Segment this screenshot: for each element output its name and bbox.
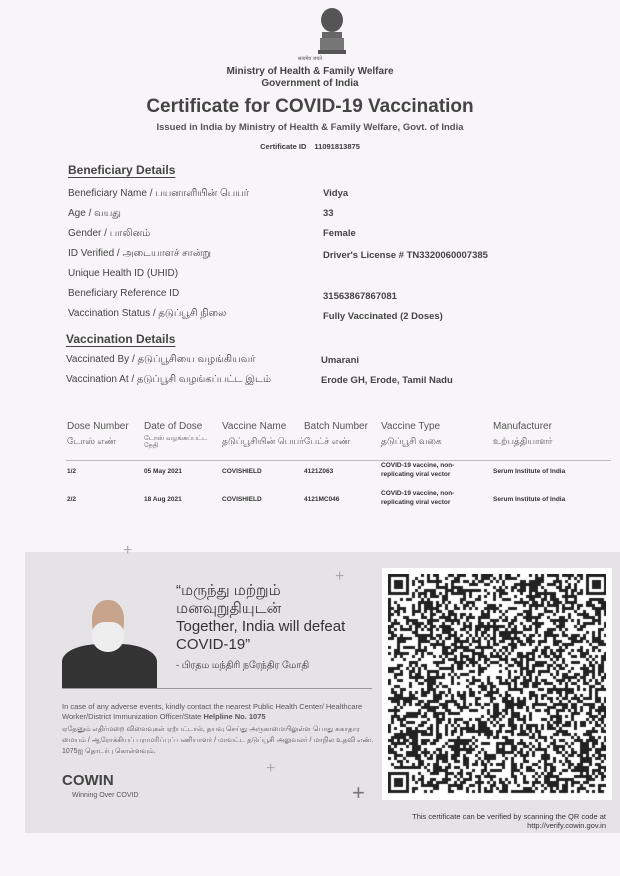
header-english: Dose Number [67,421,129,432]
field-value: Vidya [323,188,349,199]
field-label: Gender / பாலினம் [68,228,151,239]
quote-english: Together, India will defeat COVID-19” [176,618,346,653]
field-value: 33 [323,208,334,219]
header-tamil: தடுப்பூசியின் பெயர் [222,436,304,446]
field-label: Age / வயது [68,208,121,219]
table-cell: COVID-19 vaccine, non-replicating viral vector [381,490,455,506]
qr-code[interactable] [382,568,612,800]
verify-note [380,812,606,830]
issued-by: Issued in India by Ministry of Health & Family Welfare, Govt. of India [156,122,464,133]
plus-icon: + [266,760,276,777]
emblem-caption: सत्यमेव जयते [297,56,323,62]
field-label: Vaccination At / தடுப்பூசி வழங்கப்பட்ட இடம் [66,374,271,385]
header-english: Vaccine Type [381,421,441,432]
field-label: Vaccination Status / தடுப்பூசி நிலை [68,308,227,319]
field-value: Umarani [321,355,360,366]
beneficiary-row [68,288,608,302]
vaccination-heading: Vaccination Details [66,332,176,346]
table-cell: 1/2 [67,468,77,475]
beneficiary-row [68,248,608,260]
helpline: Helpline No. 1075 [203,712,266,721]
header-tamil: டோஸ் எண் [67,436,116,446]
verify-url[interactable]: http://verify.cowin.gov.in [527,821,606,830]
quote-attribution: - பிரதம மந்திரி நரேந்திர மோதி [176,660,310,671]
field-label: Vaccinated By / தடுப்பூசியை வழங்கியவர் [66,354,256,365]
ministry-name [0,66,620,90]
table-cell: 4121Z063 [304,468,334,475]
ministry-line: Ministry of Health & Family Welfare [226,66,394,77]
vaccination-row [66,374,606,386]
plus-icon: + [123,542,133,559]
field-label: Beneficiary Reference ID [68,288,180,299]
quote-tamil: “மருந்து மற்றும் மனவுறுதியுடன் [176,582,282,617]
column-header [493,420,603,448]
beneficiary-row [68,308,608,320]
table-cell: Serum Institute of India [493,468,566,475]
column-header [144,420,219,449]
adverse-text: In case of any adverse events, kindly contact the nearest Public Health Center/ Healthcare Worker/District Immunization Officer/State [62,702,363,721]
adverse-events-tamil: ஏதேனும் எதிர்மறை விளைவுகள் ஏற்பட்டால், தயவு செய்து அருகாமையிலுள்ள பொது சுகாதார மையம் / ஆரோக்கியப் பராமரிப்புப் பணியாளர் / மாவட்ட தடுப்பூசி அலுவலர் / மாநில உதவி எண். 1075ஐ தொடர்பு கொள்ளவும். [62,726,374,755]
cowin-logo: COWIN [62,772,114,789]
header-tamil: பேட்ச் எண் [304,436,351,446]
beneficiary-heading: Beneficiary Details [68,163,176,177]
beneficiary-row [68,188,608,200]
beneficiary-row [68,228,608,240]
plus-icon: + [335,568,345,585]
field-value: Driver's License # TN3320060007385 [323,250,488,261]
vaccination-row [66,354,606,366]
header-tamil: தடுப்பூசி வகை [381,436,442,446]
page-title: Certificate for COVID-19 Vaccination [146,96,474,117]
government-line: Government of India [261,78,359,89]
certificate-id-label: Certificate ID [260,142,307,151]
table-cell: 2/2 [67,496,77,503]
plus-icon: + [352,780,365,805]
field-value: Fully Vaccinated (2 Doses) [323,311,443,322]
national-emblem-icon [316,6,348,56]
header-english: Vaccine Name [222,421,287,432]
table-cell: COVISHIELD [222,468,262,475]
field-value: Female [323,228,356,239]
header-english: Date of Dose [144,421,203,432]
header-tamil: டோஸ் வழங்கப்பட்ட தேதி [144,435,208,449]
field-label: ID Verified / அடையாளச் சான்று [68,248,211,259]
header-english: Manufacturer [493,421,552,432]
table-cell: 05 May 2021 [144,468,182,475]
table-cell: 18 Aug 2021 [144,496,182,503]
table-cell: COVID-19 vaccine, non-replicating viral vector [381,462,455,478]
table-cell: Serum Institute of India [493,496,566,503]
quote [176,582,376,654]
certificate-id [0,142,620,151]
divider [62,688,372,689]
field-value: 31563867867081 [323,291,397,302]
column-header [381,420,491,448]
beneficiary-row [68,268,608,279]
beneficiary-row [68,208,608,220]
certificate-id-value: 11091813875 [314,142,360,151]
table-cell: COVISHIELD [222,496,262,503]
field-label: Beneficiary Name / பயனாளியின் பெயர் [68,188,250,199]
table-cell: 4121MC046 [304,496,340,503]
field-label: Unique Health ID (UHID) [68,268,179,279]
cowin-tagline: Winning Over COVID [72,792,139,799]
adverse-events-english [62,702,382,722]
table-divider [66,460,611,461]
header-english: Batch Number [304,421,368,432]
field-value: Erode GH, Erode, Tamil Nadu [321,375,453,386]
verify-text: This certificate can be verified by scanning the QR code at [412,812,606,821]
pm-photo [62,592,157,688]
header-tamil: உற்பத்தியாளர் [493,436,553,446]
